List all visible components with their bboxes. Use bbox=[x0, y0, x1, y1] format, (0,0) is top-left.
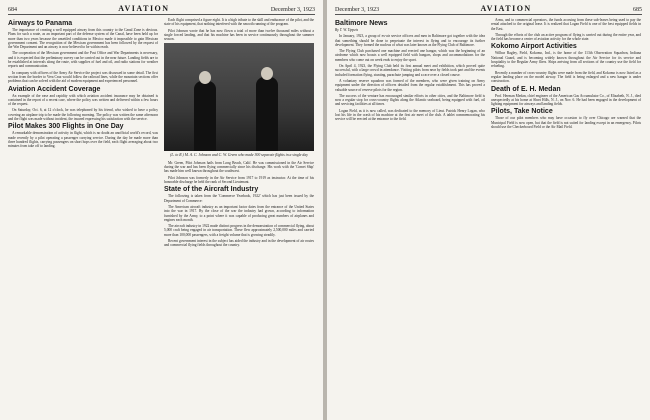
body-paragraph: The aircraft industry in 1922 made distinct progress in the demonstration of commercial flying, about 5,000 craft being engaged in air transportation. These flew approximately 2,500,000 miles and carried more than 100,000 passengers, with a freight volume that is growing steadily. bbox=[164, 224, 315, 237]
running-header-left bbox=[8, 4, 315, 15]
article-heading: Baltimore News bbox=[335, 20, 388, 27]
article-heading: State of the Aircraft Industry bbox=[164, 186, 259, 194]
body-paragraph: Each flight comprised a figure eight. It is a high tribute to the skill and endurance of the pilot, and the state of his equipment, that nothing interfered with the smooth running of the program. bbox=[164, 18, 314, 27]
body-paragraph: The American aircraft industry as an important factor dates from the entrance of the United States into the war in 1917. By the close of the war the industry had grown, according to information furnished by the Army, to a point where it was capable of producing great numbers of airplanes and engines each month. bbox=[164, 204, 314, 222]
right-column-1 bbox=[335, 18, 485, 131]
article-heading: Kokomo Airport Activities bbox=[491, 43, 577, 51]
left-columns bbox=[8, 18, 315, 250]
body-paragraph: In January, 1923, a group of ex-air service officers and men in Baltimore got together with the idea that something should be done to perpetuate the interest in flying and to encourage its further development. They formed the nucleus of what was later known as the Flying Club of Baltimore. bbox=[335, 34, 485, 47]
body-paragraph: The Flying Club purchased one machine and erected one hangar, which was the beginning of an airdrome which now boasts a well equipped field with hangars, shops and accommodations for the members who come out on week ends to enjoy the sport. bbox=[335, 49, 485, 62]
person-figure bbox=[256, 77, 278, 151]
article-heading: Pilots, Take Notice bbox=[491, 108, 553, 116]
body-paragraph: The importance of creating a well equipped airway from this country to the Canal Zone is obvious. Plans for such a route, as an important part of the defense system of the Canal, have been held up for more than two years because the unsettled conditions in Mexico made it impossible to gain Mexican government consent. The recognition of the Mexican government has been followed by the request of the War Department and an airway is now believed to be within reach. bbox=[8, 28, 158, 50]
body-paragraph: The success of the venture has encouraged similar efforts in other cities, and the Baltimore field is now a regular stop for cross-country flights along the Atlantic seaboard, being equipped with fuel, oil and servicing facilities at all times. bbox=[335, 93, 485, 107]
left-column-2 bbox=[164, 18, 314, 250]
left-page bbox=[0, 0, 323, 420]
running-header-right bbox=[335, 4, 642, 15]
page-number: 684 bbox=[8, 7, 17, 13]
issue-date: December 3, 1923 bbox=[335, 7, 380, 13]
article-heading: Pilot Makes 300 Flights in One Day bbox=[8, 123, 124, 131]
body-paragraph: The cooperation of the Mexican government and the Post Office and War Departments is necessary, and it is expected that the preliminary survey can be carried out in the near future. Landing fields are to be established at intervals along the route, with supplies of fuel and oil, and radio stations for weather reports and communication. bbox=[8, 51, 158, 69]
body-paragraph: On Saturday, Oct. 6, at 12 o'clock, he was telephoned by his friend, who wished to have a policy covering an airplane trip to be made the following morning. The policy was written the same afternoon and the flight was made without incident, the insured expressing his satisfaction with the service. bbox=[8, 108, 158, 122]
body-paragraph: An example of the ease and rapidity with which aviation accident insurance may be obtained is contained in the report of a recent case, where the policy was written and delivered within a few hours of the request. bbox=[8, 93, 158, 107]
byline: By T. W. Tippets bbox=[335, 28, 359, 32]
body-paragraph: Recent government interest in the subject has aided the industry and in the development of air routes and commercial flying fields throughout the country. bbox=[164, 239, 314, 248]
body-paragraph: The following is taken from the 'Commerce Yearbook, 1922' which has just been issued by the Department of Commerce: bbox=[164, 194, 314, 203]
person-figure bbox=[194, 81, 216, 151]
issue-date: December 3, 1923 bbox=[270, 7, 315, 13]
page-number: 685 bbox=[633, 7, 642, 13]
body-paragraph: Pilot Johnson was formerly in the Air Service from 1917 to 1919 as instructor. At the time of his honorable discharge he held the rank of Second Lieutenant. bbox=[164, 175, 314, 185]
magazine-title: AVIATION bbox=[118, 4, 170, 13]
body-paragraph: A remarkable demonstration of activity in flight, which is no doubt an unofficial world's record, was made recently by a pilot operating a passenger carrying service. During the day he made more than three hundred flights, carrying passengers on short hops over the field, each flight averaging about two minutes from take off to landing. bbox=[8, 131, 158, 149]
article-heading: Airways to Panama bbox=[8, 20, 73, 27]
right-page bbox=[327, 0, 650, 420]
body-paragraph: Pilot Johnson wrote that he has now flown a total of more than twelve thousand miles without a single forced landing, and that his machine has been in service continuously throughout the summer season. bbox=[164, 28, 314, 42]
body-paragraph: Recently a number of cross-country flights were made from the field, and Kokomo is now listed as a regular landing place on the model airway. The field is being enlarged and a new hangar is under construction. bbox=[491, 70, 641, 84]
magazine-title: AVIATION bbox=[480, 4, 532, 13]
body-paragraph: On April 4, 1923, the Flying Club held its first annual meet and exhibition, which proved quite successful, with a large crowd in attendance. Visiting pilots from near by fields took part and the events included formation flying, stunting, parachute jumping and a race over a closed course. bbox=[335, 64, 485, 77]
article-heading: Aviation Accident Coverage bbox=[8, 85, 101, 93]
body-paragraph: Mr. Green, Pilot Johnson hails from Long Beach, Calif. He was commissioned in the Air Service during the war and has been flying commercially since his discharge. His work with the 'Comet Ship' has made him well known throughout the southwest. bbox=[164, 160, 314, 174]
photo-caption: (L. to R.) M. A. C. Johnson and C. W. Green who made 300 separate flights in a single day bbox=[170, 153, 308, 158]
article-heading: Death of E. H. Medan bbox=[491, 85, 561, 93]
right-columns bbox=[335, 18, 642, 131]
body-paragraph: Prof. Herman Medan, chief engineer of the American Gas Accumulator Co., of Elizabeth, N. J., died unexpectedly at his home at Short Hills, N. J., on Nov. 6. He had been engaged in the development of lighting equipment for airways and landing fields. bbox=[491, 93, 641, 107]
body-paragraph: Logan Field, as it is now called, was dedicated to the memory of Lieut. Patrick Henry Logan, who lost his life in the crash of his machine at the first air meet of the club. A tablet commemorating his service will be erected at the entrance to the field. bbox=[335, 108, 485, 122]
body-paragraph: A voluntary reserve squadron was formed of the members, who were given training on Army equipment under the direction of officers detailed from the regular establishment. This has proved a valuable source of reserve pilots for the region. bbox=[335, 78, 485, 92]
body-paragraph: Arms, and to commercial operators, the funds accruing from these sub-leases being used to pay the rental attached to the original lease. It is realized that Logan Field is one of the best equipped fields in the East. bbox=[491, 18, 641, 31]
body-paragraph: Those of our pilot members who may have occasion to fly over Chicago are warned that the Municipal Field is now open, but that the field is not suited for landing except in an emergency. Pilots should use the Checkerboard Field or the Air Mail Field. bbox=[491, 116, 641, 130]
right-column-2 bbox=[491, 18, 641, 131]
body-paragraph: Wilbur Ragley, Field, Kokomo, Ind., is the home of the 113th Observation Squadron, Indiana National Guard, and is becoming widely known throughout the Air Service for its service and hospitality to the Regular Army fliers. Ships arriving from all sections of the country use the field for refueling. bbox=[491, 51, 641, 69]
body-paragraph: In company with officers of the Army Air Service the project was discussed in some detail. The first section from the border to Vera Cruz would follow the railroad lines, while the mountain sections offer problems that can be solved with the aid of modern equipment and experienced personnel. bbox=[8, 70, 158, 84]
left-column-1 bbox=[8, 18, 158, 250]
news-photo bbox=[164, 43, 314, 151]
body-paragraph: Through the efforts of the club an active program of flying is carried out during the entire year, and the field has become a center of aviation activity for the whole state. bbox=[491, 32, 641, 42]
